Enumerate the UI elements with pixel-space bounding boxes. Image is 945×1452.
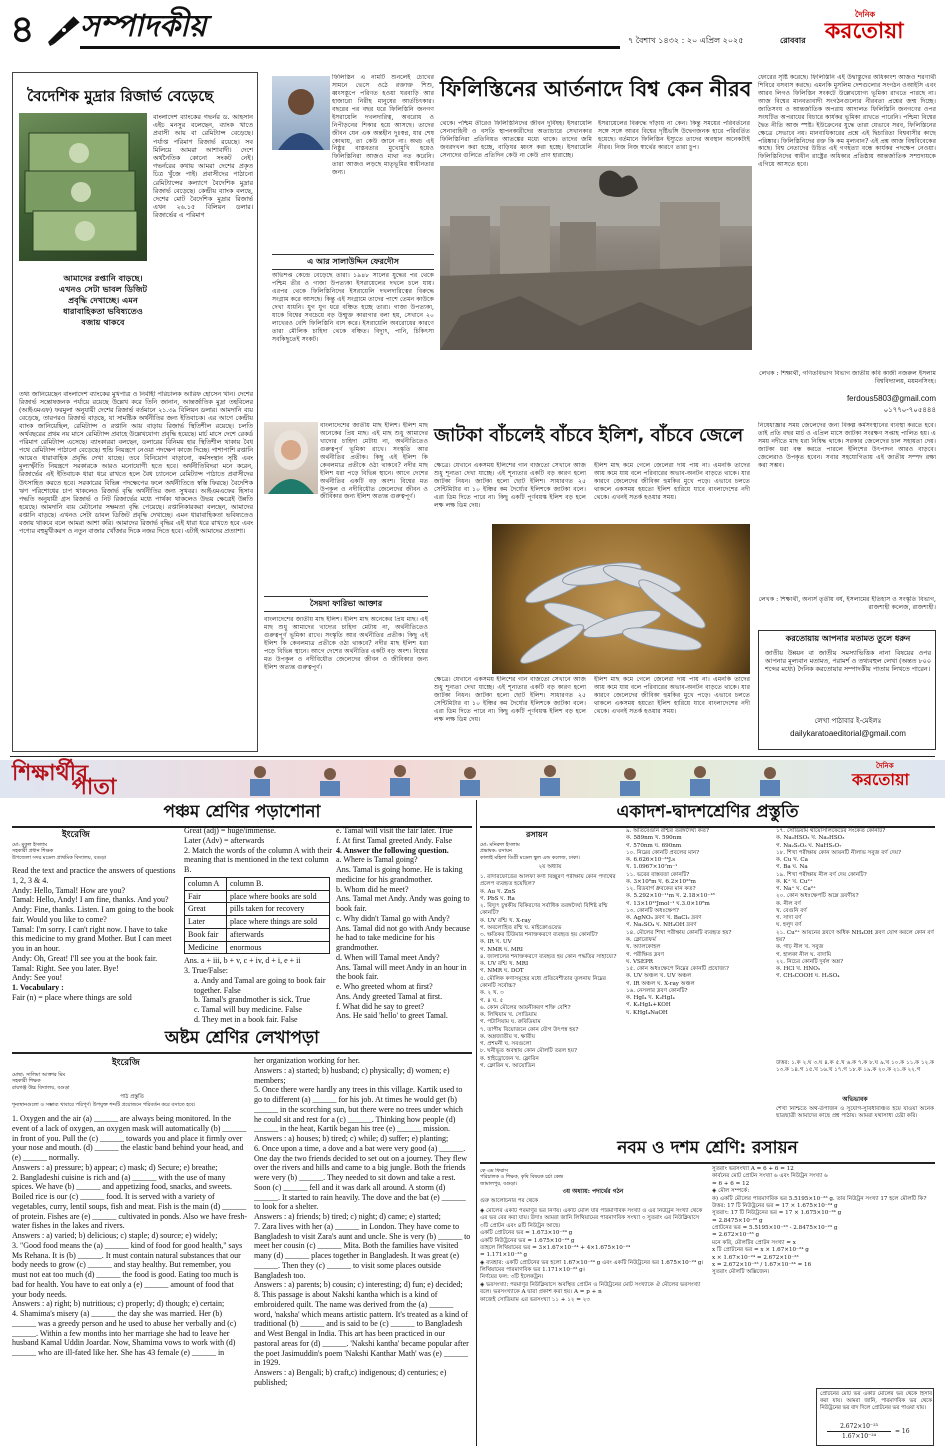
- student-banner-title-2: পাতা: [72, 775, 117, 800]
- page-number: ৪: [10, 7, 35, 51]
- table-cell: pills taken for recovery: [226, 903, 329, 916]
- class5-teacher: মো: মুকুল ইসলাম সহকারী প্রধান শিক্ষক উপজেলা সদর মডেল প্রাথমিক বিদ্যালয়, বগুড়া: [12, 842, 107, 861]
- table-row: [185, 916, 330, 929]
- class11-section: [480, 800, 935, 1136]
- opinion-box: [758, 630, 936, 750]
- student-banner-title-1: শিক্ষার্থীর: [12, 761, 89, 786]
- publication-date: ৭ বৈশাখ ১৪৩২ : ২০ এপ্রিল ২০২৫: [628, 36, 744, 45]
- class9-heading: নবম ও দশম শ্রেণি: রসায়ন: [480, 1138, 935, 1164]
- opinion-email[interactable]: dailykaratoaeditorial@gmail.com: [790, 729, 906, 738]
- section-title: সম্পাদকীয়: [80, 9, 207, 44]
- class5-heading: পঞ্চম শ্রেণির পড়াশোনা: [12, 802, 472, 828]
- money-stack-image: [19, 113, 147, 261]
- palestine-col4: ইসরায়েলের বিরুদ্ধে দাঁড়ায় না কেন। কিন্তু সময়ের পরিবর্তনের সঙ্গে সঙ্গে আরব বিশ্বের দৃষ্টিভঙ্গি উদ্বেগজনক হারে পরিবর্তিত হয়েছে। বর্তমানে ফিলিস্তিন ইস্যুতে তাদের অবস্থান অনেকটাই নীরব। নিজ নিজ স্বার্থের কারণে তারা চুপ।: [598, 120, 750, 151]
- opinion-title: করতোয়ায় আপনার মতামত তুলে ধরুন: [785, 634, 911, 643]
- paper-prefix: দৈনিক: [855, 10, 876, 19]
- class5-instruction: Read the text and practice the answers of questions 1, 2, 3 & 4.: [12, 866, 176, 885]
- class11-answers: উত্তর: ১.ক ২.ঘ ৩.ঘ ৪.ক ৫.খ ৬.ক ৭.ক ৮.ঘ ৯.খ ১০.ক ১১.ক ১২.ক ১৩.ক ১৪.গ ১৫.খ ১৬.খ ১৭.গ ১৮.ক ১৯.ক ২০.ক ২১.ক ২২.গ: [776, 1060, 934, 1074]
- class11-chapter: ২য় অধ্যায়: [538, 864, 562, 870]
- table-cell: Great: [185, 903, 227, 916]
- class8-heading: অষ্টম শ্রেণির লেখাপড়া: [12, 1028, 472, 1054]
- class11-col3: ১৭. সোডিয়াম থায়োসালফেটের সংকেত কোনটি? ক. Na₂HSO₂ খ. Na₂HSO₃ গ. Na₂S₂O₃ ঘ. NaHS₂O₇ ১৮. শিখা পরীক্ষায় কোন আয়নটি নীলাভ সবুজ বর্ণ দেয়? ক. Cu খ. Ca গ. Ba ঘ. Na ১৯. শিখা পরীক্ষায় নীল বর্ণ দেয় কোনটি? ক. K⁺ খ. Cu²⁺ গ. Na⁺ ঘ. Ca²⁺ ২০. কোন অধঃক্ষেপটি অম্লে দ্রবণীয়? ক. নীল বর্ণ খ. বেগুনি বর্ণ গ. সাদা বর্ণ ঘ. হলুদ বর্ণ ২১. Cu²⁺ আয়নের দ্রবণে অধিক NH₄OH দ্রবণ যোগ করলে কোন বর্ণ হয়? ক. গাঢ় নীল খ. সবুজ গ. হালকা নীল ঘ. বাদামি ২২. নিচের কোনটি দুর্বল অম্ল? ক. HCl খ. HNO₃ গ. CH₃COOH ঘ. H₂SO₄: [776, 828, 934, 980]
- class5-q4-items: a. Where is Tamal going? Ans. Tamal is going home. He is taking medicine for his grandmother. b. Whom did he meet? Ans. Tamal met Andy. Andy was going to book fair. c. Why didn't Tamal go with Andy? Ans. Tamal did not go with Andy because he had to take medicine for his grandmother. d. When will Tamal meet Andy? Ans. Tamal will meet Andy in an hour in the book fair. e. Who greeted whom at first? Ans. Andy greeted Tamal at first. f. What did he say to greet? Ans. He said 'hello' to greet Tamal.: [336, 855, 470, 1021]
- author-photo-fariva: [264, 422, 318, 494]
- class9-subtitle: গুরু আলোচনার পর থেকে: [480, 1198, 539, 1204]
- class5-vocab-2: Great (adj) = huge/immense. Later (Adv) = afterwards: [184, 826, 277, 845]
- hilsa-fish-photo: [492, 524, 750, 674]
- class5-q3: 3. True/False:: [184, 966, 229, 975]
- table-row: [185, 941, 330, 954]
- table-cell: place where books are sold: [226, 890, 329, 903]
- class8-subject: ইংরেজি: [112, 1058, 140, 1068]
- formula-denominator: 1.67×10⁻²⁴: [842, 1433, 876, 1440]
- hilsa-col2-repeat: ক্ষেত্রে। যেখানে একসময় ইলিশের গান বাজতো সেখানে আজ শুধু শূন্যতা দেখা যাচ্ছে। এই শূন্যতার একটি বড় কারণ হলো জাটকা নিধন। জাটকা হলো ছোট ইলিশ। সাধারণত ২৫ সেন্টিমিটার বা ১০ ইঞ্চির কম দৈর্ঘ্যের ইলিশকে জাটকা বলে। এরা ডিম দিতে পারে না। কিছু একটি পূর্ণবয়স্ক ইলিশ বড় হলে লক্ষ লক্ষ ডিম দেয়।: [434, 676, 586, 723]
- publication-day: রোববার: [780, 36, 806, 45]
- table-row: [185, 877, 330, 890]
- class11-note: শেখা নিশ্চিতে অর্থ-উপার্জন ও সুযোগ-সুবিধাবঞ্চিত হয়ে যাওয়া অনেক ছাত্রছাত্রী আমাদের কাছে প্রশ্ন পাঠায়। আমরা যথাসাধ্য চেষ্টা করি।: [776, 1106, 934, 1120]
- student-paper-prefix: দৈনিক: [876, 762, 894, 770]
- class11-heading: একাদশ-দ্বাদশশ্রেণির প্রস্তুতি: [480, 802, 935, 828]
- editorial-body: তথ্য জানিয়েছেন বাংলাদেশ ব্যাংকের মুখপাত্র ও নির্বাহী পরিচালক আরিফ হোসেন খান। দেশের রিজার্ভ সন্তোষজনক পর্যায়ে রয়েছে উল্লেখ করে তিনি জানান, আন্তর্জাতিক মুদ্রা তহবিলের (আইএমএফ) ফরমুলা অনুযায়ী দেশের রিজার্ভ বর্তমানে ২১.৩৯ বিলিয়ন ডলার। আমদানি ব্যয় বেড়েছে, তারপরও রিজার্ভ বাড়ছে, যা সামষ্টিক অর্থনীতির জন্য ইতিবাচক। এর আগে কেন্দ্রীয় ব্যাংক জানিয়েছিল, রেমিট্যান্স ও রপ্তানি আয় বাড়ায় রিজার্ভ স্থিতিশীল রয়েছে। চলতি অর্থবছরের প্রথম নয় মাসে রেমিট্যান্স প্রবাহে উল্লেখযোগ্য প্রবৃদ্ধি হয়েছে। মার্চ মাসে দেশে রেকর্ড পরিমাণ রেমিট্যান্স এসেছে। ব্যাংকাররা বলছেন, ডলারের বিনিময় হার স্থিতিশীল থাকায় বৈধ পথে রেমিট্যান্স পাঠানো বেড়েছে। হুন্ডি নিয়ন্ত্রণে নেওয়া পদক্ষেপ কাজে দিচ্ছে। পাশাপাশি রপ্তানি আয়েও ধারাবাহিক প্রবৃদ্ধি দেখা যাচ্ছে। তবে বিনিয়োগ বাড়ানো, কর্মসংস্থান সৃষ্টি এবং মূল্যস্ফীতি নিয়ন্ত্রণে সরকারকে আরও মনোযোগী হতে হবে। অর্থনীতিবিদরা মনে করেন, রিজার্ভের এই ইতিবাচক ধারা ধরে রাখতে হলে বৈধ চ্যানেলে রেমিট্যান্স পাঠাতে প্রবাসীদের উৎসাহিত করতে হবে। সরকারের বিভিন্ন পদক্ষেপের ফলে অর্থনীতিতে স্বস্তি ফিরছে। বৈদেশিক ঋণ পরিশোধের চাপ থাকলেও রিজার্ভ বৃদ্ধি অর্থনীতির জন্য সুখবর। আইএমএফের হিসাব পদ্ধতি অনুযায়ী গ্রস রিজার্ভ ও নিট রিজার্ভের মধ্যে পার্থক্য থাকলেও উভয় ক্ষেত্রেই উন্নতি হয়েছে। আমদানি ব্যয় মেটানোর সক্ষমতা বৃদ্ধি পেয়েছে। রপ্তানিকারকরা বলছেন, আমাদের রপ্তানি বাড়ছে। এখনও সেটা ডাবল ডিজিট প্রবৃদ্ধি দেখাচ্ছে। এমন ধারাবাহিকতা ভবিষ্যতেও বজায় থাকবে বলে আমরা আশা করি। আমাদের রিজার্ভ বৃদ্ধির এই ধারা ধরে রাখতে হবে এবং পণ্যের বহুমুখীকরণ ও নতুন বাজার খোঁজার দিকে নজর দিতে হবে। এটাই আমাদের প্রত্যাশা।: [19, 391, 253, 535]
- class5-q3-items: a. Andy and Tamal are going to book fair together. False b. Tamal's grandmother is sick. True c. Tamal will buy medicine. False d. They met in a book fair. False: [194, 975, 326, 1024]
- class8-instruction: শূন্যস্থানগুলো ও সম্ভাব্য খাবারে পরিপূর্ণ। উপযুক্ত শব্দটি প্রয়োজনে পরিবর্তন করে বসাতে হবে।: [12, 1102, 196, 1108]
- class11-subject: রসায়ন: [526, 830, 548, 839]
- class11-col2: ৯. অতিবেগুনি রশ্মির তরঙ্গদৈর্ঘ্য কত? ক. 589nm খ. 590nm গ. 570nm ঘ. 690nm ১০. নিম্নের কোনটি প্রবলের মান? ক. 6.626×10⁻³⁴J.s খ. 1.0967×10⁷m⁻¹ ১১. ভরের বাস্তবতা কোনটি? ক. 3×10⁸m খ. 6.2×10²³m ১২. রিডবার্গ ধ্রুবকের মান কত? ক. 5.292×10⁻¹¹m খ. 2.18×10⁻¹⁸ গ. 13×10¹²Jmol⁻¹ ঘ.3.0×10⁸m ১৩. কোনটি অধঃক্ষেপ? ক. AgNO₃ দ্রবণ খ. BaCl₂ দ্রবণ গ. Na₂SO₄ ঘ. NH₄OH দ্রবণ ১৪. মৌলের শিখা পরীক্ষায় কোনটি ব্যবহৃত হয়? ক. ক্লোরোফর্ম খ. অ্যালকোহল গ. পরীক্ষিত দ্রবণ ঘ. VSEPR ১৫. কোন অধঃক্ষেপে নিম্নের কোনটি প্রযোজ্য? ক. UV অঞ্চল খ. UV অঞ্চল গ. IR অঞ্চল ঘ. X-ray অঞ্চল ১৬. নেসলার দ্রবণ কোনটি? ক. HgI₄ খ. K₂HgI₄ গ. K₂HgI₄+KOH ঘ. KHgI₄NaOH: [626, 828, 732, 1016]
- formula-result: = 16: [895, 1428, 910, 1435]
- class5-subject: ইংরেজি: [62, 830, 90, 840]
- class5-dialogue: Andy: Hello, Tamal! How are you? Tamal: Hello, Andy! I am fine, thanks. And you? Andy: Fine, thanks. Listen. I am going to the book fair. Would you like to come? Tamal: I'm sorry. I can't right now. I have to take this medicine to my grand Mother. But I can meet you in an hour. Andy: Oh, Great! I'll see you at the book fair. Tamal: Right. See you later. Bye! Andy: See you!: [12, 885, 174, 983]
- palestine-author-email[interactable]: ferdous5803@gmail.com: [846, 394, 936, 403]
- table-row: [185, 903, 330, 916]
- hilsa-col3b: [594, 676, 750, 750]
- class5-q3-extra: e. Tamal will visit the fair later. True f. At first Tamal greeted Andy. False: [336, 826, 453, 845]
- editorial-intro: বাংলাদেশ ব্যাংকের গভর্নর ড. আহসান এইচ মনসুর বলেছেন, ব্যাংক খাতে প্রবাসী আয় বা রেমিট্যান্স বেড়েছে। পর্যাপ্ত পরিমাণ রিজার্ভ রয়েছে। সব মিলিয়ে আমরা আশাবাদী। দেশে অর্থনৈতিক কোনো সংকট নেই। গভর্নরের কথায় আমরা দেশের প্রকৃত চিত্র খুঁজে পাই। প্রবাসীদের পাঠানো রেমিট্যান্সের কল্যাণে বৈদেশিক মুদ্রার রিজার্ভ বেড়েছে। কেন্দ্রীয় ব্যাংক বলছে, দেশের মোট বৈদেশিক মুদ্রার রিজার্ভ এখন ২৬.১৫ বিলিয়ন ডলার। রিজার্ভের এ পরিমাণ: [153, 113, 253, 220]
- class5-col3: [336, 826, 472, 1026]
- hilsa-col2: ক্ষেত্রে। যেখানে একসময় ইলিশের গান বাজতো সেখানে আজ শুধু শূন্যতা দেখা যাচ্ছে। এই শূন্যতার একটি বড় কারণ হলো জাটকা নিধন। জাটকা হলো ছোট ইলিশ। সাধারণত ২৫ সেন্টিমিটার বা ১০ ইঞ্চির কম দৈর্ঘ্যের ইলিশকে জাটকা বলে। এরা ডিম দিতে পারে না। কিছু একটি পূর্ণবয়স্ক ইলিশ বড় হলে লক্ষ লক্ষ ডিম দেয়।: [434, 462, 586, 509]
- table-row: [185, 928, 330, 941]
- class5-vocab-title: 1. Vocabulary :: [12, 983, 64, 992]
- class5-col2: [184, 826, 332, 1026]
- class8-subtitle: পাঠ প্রস্তুতি: [120, 1094, 144, 1100]
- hilsa-col4: নিষেধাজ্ঞার সময় জেলেদের জন্য বিকল্প কর্মসংস্থানের ব্যবস্থা করতে হবে। তাই প্রতি বছর মার্চ ও এপ্রিল মাসে জাটকা সংরক্ষণ সপ্তাহ পালিত হয়। এ সময় নদীতে মাছ ধরা নিষিদ্ধ থাকে। সরকার জেলেদের চাল সহায়তা দেয়। জাটকা ধরা বন্ধ করতে পারলে ইলিশের উৎপাদন আরও বাড়বে। জেলেরাও উপকৃত হবেন। সবার সহযোগিতায় এই জাতীয় সম্পদ রক্ষা করা সম্ভব।: [758, 422, 936, 469]
- class9-note: প্রোটনের মোট ভর একটি মৌলের ভর থেকে হিসাব করা যায়। আমরা জানি, পারমাণবিক ভর থেকে নিউট্রনের ভর বাদ দিলে প্রোটনের ভর পাওয়া যায়।: [820, 1391, 932, 1411]
- hilsa-author-bio: লেখক : শিক্ষার্থী, অনার্স তৃতীয় বর্ষ, ইসলামের ইতিহাস ও সংস্কৃতি বিভাগ, রাজশাহী কলেজ, রাজশাহী।: [758, 596, 936, 611]
- article-hilsa: [264, 420, 939, 752]
- palestine-col3: থেকে। পশ্চিম তীরেও ফিলিস্তিনিদের জীবন দুর্বিষহ। ইসরায়েলি সেনাবাহিনী ও বসতি স্থাপনকারীদের অত্যাচারে সেখানকার ফিলিস্তিনিরা প্রতিনিয়ত আতঙ্কের মধ্যে থাকে। তাদের জমি জবরদখল করা হচ্ছে, বাড়িঘর ধ্বংস করা হচ্ছে। ইসরায়েলি সেনাদের গুলিতে প্রতিদিন কেউ না কেউ প্রাণ হারাচ্ছে।: [440, 120, 592, 159]
- hilsa-col1: বাংলাদেশের জাতীয় মাছ ইলিশ। ইলিশ মাছ অনেকের প্রিয় মাছ। এই মাছ শুধু আমাদের খাদ্যের চাহিদা মেটায় না, অর্থনীতিতেও গুরুত্বপূর্ণ ভূমিকা রাখে। সংস্কৃতি আর অর্থনীতির প্রতীক। কিছু এই ইলিশ কি কেবলমাত্র প্রতীকে ওঠা থাকবে? নদীর মাছ ইলিশ ধরা পড়ে বিভিন্ন স্থানে। আগে দেশের অর্থনীতির একটি বড় অংশ। বিশ্বের মত উপকূল ও নদীবিধৌত জেলেদের জীবন ও জীবিকার জন্য ইলিশ অত্যন্ত গুরুত্বপূর্ণ।: [320, 422, 428, 501]
- author-photo-ferdous: [272, 76, 330, 150]
- class9-col2: সুতরাং ভরসংখ্যা A = 6 + 6 = 12 কার্বনের মোট প্রোটন সংখ্যা ৬ এবং নিউট্রন সংখ্যা ৬ = 6 + 6 = 12 ◈ মৌল সম্পর্কে: ক) একটি মৌলের পারমাণবিক ভর 5.5195×10⁻²³ g. তার নিউট্রন সংখ্যা 17 হলে মৌলটি কি? উত্তর: 17 টি নিউট্রনের ভর = 17 × 1.675×10⁻²⁴ g সুতরাং: 17 টি নিউট্রনের ভর = 17 × 1.675×10⁻²⁴ g = 2.8475×10⁻²³ g প্রোটনের ভর = 5.5195×10⁻²³ - 2.8475×10⁻²³ g = 2.672×10⁻²³ g মনে করি, মৌলটির প্রোটন সংখ্যা = x x টি প্রোটনের ভর = x × 1.67×10⁻²⁴ g x × 1.67×10⁻²⁴ = 2.672×10⁻²³ x = 2.672×10⁻²³ / 1.67×10⁻²⁴ = 16 সুতরাং মৌলটি অক্সিজেন।: [712, 1166, 927, 1276]
- editorial-headline: বৈদেশিক মুদ্রার রিজার্ভ বেড়েছে: [27, 87, 214, 105]
- hilsa-col3: ইলিশ মাছ কমে গেলে জেলেরা দায় পায় না। এমনকি তাদের আয় কমে যায় বলে পরিবারের অভাব-অনটন বাড়তে থাকে। যার কারণে জেলেদের জীবিকা হুমকির মুখে পড়ে। এভাবে চলতে থাকলে একসময় হয়তো ইলিশ হারিয়ে যাবে বাংলাদেশের নদী থেকে। এখনই সতর্ক হওয়ার সময়।: [594, 462, 750, 501]
- class11-teacher: মো: মনিরুল ইসলাম প্রভাষক: রসায়ন কালাই মহিলা ডিগ্রী মডেল স্কুল এন্ড কলেজ, ঢাকা।: [480, 842, 580, 861]
- table-head-b: column B.: [226, 877, 329, 890]
- class8-col2: her organization working for her. Answers : a) started; b) husband; c) physically; d) women; e) members; 5. Once there were hardly any trees in this village. Kartik used to go to different (a) ______ for his job. At times he would get (b) ______ in the scorching sun, but there were no trees under which he could sit and rest for a (c) ______. Thinking how people (d) ______ in the heat, Kartik began his tree (e) ______ mission. Answers : a) houses; b) tired; c) while; d) suffer; e) planting; 6. Once upon a time, a dove and a bat were very good (a) ______. One day the two friends decided to set out on a journey. They flew over the rivers and hills and came to a big jungle. Both the friends were very (b) ______. They needed to sit down and take a rest. Soon (c) ______ fell and it was dark all around. A storm (d) ______. It started to rain heavily. The dove and the bat (e) ______ to look for a shelter. Answers : a) friends; b) tired; c) night; d) came; e) started; 7. Zara lives with her (a) ______ in London. They have come to Bangladesh to visit Zara's aunt and uncle. She is very (b) ______ to meet her cousin (c) ______ Mita. Both the families have visited many (d) ______ places together in Bangladesh. It was great (e) ______. Then they (c) ______ to visit some places outside Bangladesh too. Answers : a) parents; b) cousin; c) interesting; d) fun; e) decided; 8. This passage is about Nakshi kantha which is a kind of embroidered quilt. The name was derived from the (a) ______ word, 'naksha' which means artistic pattern. It's treated as a kind of traditional (b) ______ and is said to be (c) ______ to Bangladesh and West Bengal in India. This art has been practiced in our pastoral areas for (d) ______. 'Nakshi kantha' became popular after the poet Jasimuddin's poem 'Nakshi Kanthar Math' was (e) ______ in 1929. Answers : a) Bengali; b) craft,c) indigenous; d) centuries; e) published;: [254, 1056, 471, 1387]
- paper-logo: [825, 10, 935, 48]
- hilsa-headline: জাটকা বাঁচলেই বাঁচবে ইলিশ, বাঁচবে জেলে: [434, 425, 744, 446]
- table-cell: Fair: [185, 890, 227, 903]
- palestine-author: এ আর সালাউদ্দিন ফেরদৌস: [272, 254, 434, 270]
- hilsa-col2b: [434, 676, 586, 750]
- class5-q4: 4. Answer the following question.: [336, 845, 449, 855]
- table-cell: enormous: [226, 941, 329, 954]
- class5-section: [12, 800, 472, 1026]
- class8-teacher: মোছা: সালিমা আক্তার মিম সহকারী শিক্ষক রায়গঞ্জ উচ্চ বিদ্যালয়, বগুড়া: [12, 1072, 70, 1091]
- pen-nib-icon: [44, 12, 84, 46]
- hilsa-col3-repeat: ইলিশ মাছ কমে গেলে জেলেরা দায় পায় না। এমনকি তাদের আয় কমে যায় বলে পরিবারের অভাব-অনটন বাড়তে থাকে। যার কারণে জেলেদের জীবিকা হুমকির মুখে পড়ে। এভাবে চলতে থাকলে একসময় হয়তো ইলিশ হারিয়ে যাবে বাংলাদেশের নদী থেকে। এখনই সতর্ক হওয়ার সময়।: [594, 676, 750, 715]
- student-paper-name: করতোয়া: [852, 770, 910, 789]
- banner-students-illustration: [220, 762, 820, 796]
- table-row: [185, 890, 330, 903]
- palestine-col2: অভিশপ্ত কেন্দ্রে বেড়েছে তারা। ১৯৪৮ সালের যুদ্ধের পর থেকে পশ্চিম তীর ও গাজা উপত্যকা ইসরায়েলের দখলে চলে যায়। এরপর থেকে ফিলিস্তিনিদের ইসরায়েলি দখলদারিত্বের বিরুদ্ধে সংগ্রাম করে আসছে। কিন্তু এই সংগ্রামে তাদের পাশে তেমন কাউকে দেখা যায়নি। যুগ যুগ ধরে বঞ্চিত হচ্ছে তারা। গাজা উপত্যকা, যাকে বিশ্বের সবচেয়ে বড় উন্মুক্ত কারাগার বলা হয়, সেখানে ২০ লাখেরও বেশি ফিলিস্তিনি বাস করে। ইসরায়েলি অবরোধের কারণে তারা মৌলিক চাহিদা থেকে বঞ্চিত। বিদ্যুৎ, পানি, চিকিৎসা সবকিছুতেই সংকট।: [272, 272, 434, 343]
- masthead: [10, 8, 935, 52]
- class5-ans2: Ans. a + iii, b + v, c + iv, d + i, e + ii: [184, 956, 301, 966]
- class5-q2: 2. Match the words of the column A with their meaning that is mentioned in the text column B.: [184, 845, 332, 874]
- opinion-body: জাতীয় উন্নয়ন বা জাতীয় সমস্যাভিত্তিক নানা বিষয়ের ওপর আপনার মূল্যবান মতামত, পরামর্শ ও তথ্যবহুল লেখা (অন্তত ৮০০ শব্দের মধ্যে) দৈনিক করতোয়ার সম্পাদকীয় পাতায় লিখতে পারেন।: [765, 649, 931, 674]
- top-section-divider: [10, 756, 935, 757]
- table-cell: afterwards: [226, 928, 329, 941]
- article-palestine: [264, 70, 939, 416]
- formula-numerator: 2.672×10⁻²³: [827, 1423, 891, 1432]
- table-cell: Book fair: [185, 928, 227, 941]
- class8-section: [12, 1028, 472, 1446]
- table-cell: Medicine: [185, 941, 227, 954]
- class9-note-box: [816, 1388, 934, 1446]
- class9-chapter: ৩য় অধ্যায়: পদার্থের গঠন: [562, 1188, 624, 1195]
- class8-col1: 1. Oxygen and the air (a) ______ are always being monitored. In the event of a lack of oxygen, an oxygen mask will automatically (b) ______ in front of you. Pull the (c) ______ towards you and place it firmly over your nose and mouth. (d) ______ the elastic band behind your head, and (e) ______ normally. Answers : a) pressure; b) appear; c) mask; d) Secure; e) breathe; 2. Bangladeshi cuisine is rich and (a) ______ with the use of many spices. We have (b) ______ and appetizing food, snacks, and sweets. Boiled rice is our (c) ______ food. It is served with a variety of vegetables, curry, lentil soups, fish and meat. Fish is the main (d) ______ of protein. Fishes are (e) ______ cultivated in ponds. Also we have fresh-water fishes in the lakes and rivers. Answers : a) varied; b) delicious; c) staple; d) source; e) widely; 3. "Good food means the (a) ______ kind of food for good health," says Ms Rehana. It is (b) ______. It must contain natural substances that our body needs to grow (c) ______ and stay healthy. But remember, you must not eat too much (d) ______ the food is good. Eating too much is bad for health. You have to eat only a (e) ______ amount of food that your body needs. Answers : a) right; b) nutritious; c) properly; d) though; e) certain; 4. Shamima's misery (a) ______ the day she was married. Her (b) ______ was a greedy person and he used to abuse her verbally and (c) ______. Within a few months into her marriage she had to leave her husband Kamal Uddin Joardar. Now, Shamima vows to work with (d) ______ who are ill-fated like her. She has 43 female (e) ______ in: [12, 1114, 248, 1357]
- hilsa-col1b: [264, 616, 428, 750]
- hilsa-col1-repeat: বাংলাদেশের জাতীয় মাছ ইলিশ। ইলিশ মাছ অনেকের প্রিয় মাছ। এই মাছ শুধু আমাদের খাদ্যের চাহিদা মেটায় না, অর্থনীতিতেও গুরুত্বপূর্ণ ভূমিকা রাখে। সংস্কৃতি আর অর্থনীতির প্রতীক। কিছু এই ইলিশ কি কেবলমাত্র প্রতীকে ওঠা থাকবে? নদীর মাছ ইলিশ ধরা পড়ে বিভিন্ন স্থানে। আগে দেশের অর্থনীতির একটি বড় অংশ। বিশ্বের মত উপকূল ও নদীবিধৌত জেলেদের জীবন ও জীবিকার জন্য ইলিশ অত্যন্ত গুরুত্বপূর্ণ।: [264, 616, 428, 671]
- class5-vocab-1: Fair (n) = place where things are sold: [12, 992, 132, 1002]
- palestine-col1: ফিলিস্তিন এ নামটি শুনলেই চোখের সামনে ভেসে ওঠে রক্তাক্ত শিশু, ধ্বংসস্তূপে পরিণত হওয়া ঘরবাড়ি আর হাজারো নিরীহ মানুষের আর্তচিৎকার। বছরের পর বছর ধরে ফিলিস্তিনি জনগণ ইসরায়েলি দখলদারিত্ব, অবরোধ ও নিপীড়নের শিকার হয়ে আসছে। তাদের জীবন যেন এক অন্তহীন দুঃস্বপ্ন, যার শেষ কোথায়, তা কেউ জানে না। অথচ এই নিষ্ঠুর বাস্তবতার মুখোমুখি হয়েও ফিলিস্তিনিরা আজও মাথা নত করেনি। তারা আজও লড়ছে মাতৃভূমির স্বাধীনতার জন্য।: [332, 74, 434, 177]
- student-column-divider: [476, 800, 477, 1446]
- class9-teacher: কে এম ফিরাস পরিচালক ও শিক্ষক, কৃষি বিষয়ক চর্চা কেন্দ্র জামালপুর, বগুড়া।: [480, 1168, 564, 1187]
- student-page-banner: [0, 760, 945, 798]
- editorial-reserve-box: [12, 72, 258, 752]
- section-rule: [80, 46, 620, 49]
- class11-note-title: অভিভাবক: [842, 1096, 868, 1103]
- table-cell: Later: [185, 916, 227, 929]
- gaza-ruins-photo: [440, 166, 752, 350]
- match-table: [184, 877, 330, 955]
- class9-col1: ◈ মৌলের একটি পরমাণুর ভর নির্ণয়। একটি মৌল যার পারমাণবিক সংখ্যা ও এর নিউট্রন সংখ্যা থেকে এর ভর বের করা যায়। উদাঃ আমরা জানি লিথিয়ামের পারমাণবিক সংখ্যা ৩ সুতরাং এর নিউক্লিয়াসে ৩টি প্রোটন এবং ৪টি নিউট্রন আছে। একটি প্রোটনের ভর = 1.673×10⁻²⁴ g একটি নিউট্রনের ভর = 1.675×10⁻²⁴ g তাহলে লিথিয়ামের ভর = 3×1.67×10⁻²⁴ + 4×1.675×10⁻²⁴ = 1.171×10⁻²³ g ◈ ব্যবহার: একটি প্রোটনের ভর হলো 1.67×10⁻²⁴ g এবং একটি নিউট্রনের ভর 1.675×10⁻²⁴ g। লিথিয়ামের পারমাণবিক ভর 1.171×10⁻²³ g। নির্ণয়ের ফল: ৩টি ইলেকট্রন। ◈ ভরসংখ্যা: পরমাণুর নিউক্লিয়াসে অবস্থিত প্রোটন ও নিউট্রনের মোট সংখ্যাকে ঐ মৌলের ভরসংখ্যা বলে। ভরসংখ্যাকে A দ্বারা প্রকাশ করা হয়। A = p + n কাজেই সোডিয়াম এর ভরসংখ্যা ১১ + ১২ = ২৩: [480, 1208, 704, 1303]
- palestine-col5: ফোরের সৃষ্টি করেছে। ফিলিস্তিনি এই উদ্বাস্তুদের অধিকাংশ আজও শরণার্থী শিবিরে বসবাস করছে। এমনকি মুসলিম দেশগুলোর সংগঠন ওআইসি এবং আরব লিগও ফিলিস্তিন সংকটে উল্লেখযোগ্য ভূমিকা রাখতে পারছে না। আজ বিশ্বের মানবতাবাদী সংগঠনগুলোর নীরবতা প্রশ্নের জন্ম দিচ্ছে। জাতিসংঘ ও আন্তর্জাতিক অপরাধ আদালত ফিলিস্তিনি জনগণের ওপর সংঘটিত অপরাধের বিচারে কার্যকর ভূমিকা রাখতে পারেনি। পশ্চিমা বিশ্বের দ্বৈত নীতি আজ স্পষ্ট। ইউক্রেনের যুদ্ধে তারা যেভাবে সরব, ফিলিস্তিনের ক্ষেত্রে সেভাবে নয়। মানবাধিকারের প্রশ্নে এই দ্বিচারিতা বিশ্ববাসীর কাছে পরিষ্কার। ফিলিস্তিনিদের রক্ত কি কম মূল্যবান? এই প্রশ্ন আজ বিশ্ববিবেকের কাছে। বিশ্ব নেতাদের উচিত এই গণহত্যা বন্ধে কার্যকর পদক্ষেপ নেওয়া। ফিলিস্তিনিদের স্বাধীন রাষ্ট্রের অধিকার প্রতিষ্ঠায় আন্তর্জাতিক সম্প্রদায়কে এগিয়ে আসতে হবে।: [758, 74, 936, 169]
- class9-formula: [823, 1423, 931, 1445]
- table-cell: place where things are sold: [226, 916, 329, 929]
- palestine-headline: ফিলিস্তিনের আর্তনাদে বিশ্ব কেন নীরব: [440, 77, 752, 101]
- table-head-a: column A: [185, 877, 227, 890]
- class5-col1: [12, 866, 180, 1026]
- palestine-author-phone: ০১৭৭০-৭০৫৪৪৪: [883, 406, 936, 414]
- class11-col1: ১. রাদারফোর্ডের আলফা কণা বিচ্ছুরণ পরীক্ষায় কোন পদার্থের প্রলেপ ব্যবহৃত হয়েছিল? ক. Au খ. ZnS গ. PbS ঘ. Ra ২. বিদ্যুৎ চুম্বকীয় বিকিরণের সর্বাধিক তরঙ্গদৈর্ঘ্য বিশিষ্ট রশ্মি কোনটি? ক. UV রশ্মি খ. X-ray গ. অবলোহিত রশ্মি ঘ. মাইক্রোওয়েভ ৩. ক্ষতিকর টিউমার শনাক্তকরণে ব্যবহৃত হয় কোনটি? ক. IR খ. UV গ. NMR ঘ. MRI ৪. জালালের শনাক্তকরণে ব্যবহৃত হয় কোন পদ্ধতির সাহায্যে? ক. UV রশ্মি খ. MRI গ. NMR ঘ. DOT ৫. মৌলিক কণাসমূহের মধ্যে প্রতিবেশীতার তুলনায় নিম্নের কোনটি সর্বোচ্চ? ক. ২ খ. ৩ গ. ৪ ঘ. ৫ ৬. কোন মৌলের আয়নীকরণ শক্তি বেশি? ক. লিথিয়াম খ. সোডিয়াম গ. পটাসিয়াম ঘ. রুবিডিয়াম ৭. তাপীয় বিয়োজনে কোন যৌগ উৎপন্ন হয়? ক. অম্লজাতীয় খ. ক্ষারীয় গ. প্রশমনী ঘ. সবগুলো ৮. ঘনীভূত অবস্থায় কোন মৌলটি তরল হয়? ক. হাইড্রোজেন খ. ফ্লোরিন গ. ক্লোরিন ঘ. আয়োডিন: [480, 874, 617, 1069]
- class9-section: [480, 1138, 935, 1446]
- editorial-pull-quote: আমাদের রপ্তানি বাড়ছে। এখনও সেটা ভাবল ডিজিট প্রবৃদ্ধি দেখাচ্ছে। এমন ধারাবাহিকতা ভবিষ্যতেও বজায় থাকবে: [58, 273, 148, 328]
- hilsa-author: সৈয়দা ফারিভা আক্তার: [264, 596, 428, 612]
- palestine-author-bio: লেখক : শিক্ষার্থী, গণিতবিভাগ বিভাগ জাতীয় কবি কাজী নজরুল ইসলাম বিশ্ববিদ্যালয়, ময়মনসিংহ।: [759, 370, 936, 385]
- paper-name: করতোয়া: [825, 19, 904, 44]
- opinion-email-label: লেখা পাঠাবার ই-মেইলঃ: [814, 717, 882, 725]
